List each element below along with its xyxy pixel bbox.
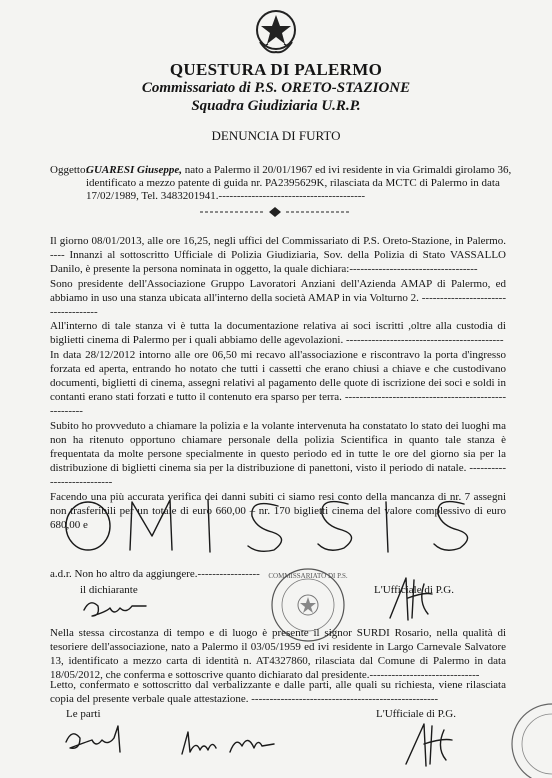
- declarant-signature: [80, 596, 150, 622]
- treasurer-paragraph: Nella stessa circostanza di tempo e di luogo è presente il signor SURDI Rosario, nella qualità di tesoriere dell'associazione, nato a Palermo il 03/05/1959 ed ivi residente in Largo Carnevale Salvatore 13, identificato a mezzo carta di identità n. AT4327860, rilasciata dal Comune di Palermo in data 18/05/2012, che conferma e sottoscrive quanto dichiarato dal presidente.------------------------------: [50, 627, 506, 681]
- subject-block: [50, 164, 520, 203]
- subject-label: Oggetto:: [50, 164, 89, 176]
- subject-text: [86, 164, 520, 203]
- header-squadra: Squadra Giudiziaria U.R.P.: [191, 98, 361, 114]
- header-questura: QUESTURA DI PALERMO: [169, 60, 383, 79]
- officer-signature-2: [398, 718, 462, 770]
- officer-label: L'Ufficiale di P.G.: [374, 584, 454, 596]
- document-title: DENUNCIA DI FURTO: [211, 128, 341, 143]
- statement-paragraph: Subito ho provveduto a chiamare la polizia e la volante intervenuta ha constatato lo stato dei luoghi ma non ha ritenuto opportuno chiamare personale della polizia Scientifica in quanto tale stanza è frequentata da molte persone specialmente in questo periodo ed in tutte le ore del giorno sia per la distribuzione di biglietti cinema sia per la distribuzione di panettoni, visto il periodo di natale. ---------------------------: [50, 419, 506, 489]
- officer-signature: [384, 574, 440, 624]
- italian-republic-emblem-icon: [254, 8, 298, 56]
- declarant-label: il dichiarante: [80, 584, 138, 596]
- subject-details: nato a Palermo il 20/01/1967 ed ivi residente in via Grimaldi girolamo 36, identificato a mezzo patente di guida nr. PA2395629K, rilasciata da MCTC di Palermo in data 17/02/1989, Tel. 3483201941.----------------------------------------: [86, 164, 512, 202]
- declarant-signature-2: [58, 722, 130, 762]
- subject-name: GUARESI Giuseppe,: [86, 164, 182, 176]
- closing-paragraph: Letto, confermato e sottoscritto dal verbalizzante e dalle parti, alle quali su richiesta, viene rilasciata copia del presente verbale quale attestazione. ---------------------------------------------------: [50, 679, 506, 705]
- statement-paragraph: Sono presidente dell'Associazione Gruppo Lavoratori Anziani dell'Azienda AMAP di Palermo, ed abbiamo in uso una stanza ubicata all'interno della società AMAP in via Volturno 2. ------------------------------------: [50, 277, 506, 319]
- statement-paragraph: All'interno di tale stanza vi è tutta la documentazione relativa ai soci iscritti ,oltre alla custodia di biglietti cinema di Palermo per i quali abbiamo delle agevolazioni. -------------------------------------------: [50, 320, 506, 347]
- adr-line: a.d.r. Non ho altro da aggiungere.-----------------: [50, 568, 260, 580]
- header-commissariato: Commissariato di P.S. ORETO-STAZIONE: [141, 80, 411, 96]
- treasurer-signature: [178, 726, 278, 760]
- statement-paragraph: Il giorno 08/01/2013, alle ore 16,25, negli uffici del Commissariato di P.S. Oreto-Stazione, in Palermo. ---- Innanzi al sottoscritto Ufficiale di Polizia Giudiziaria, Sov. della Polizia di Stato VASSALLO Danilo, è presente la persona nominata in oggetto, la quale dichiara:-----------------------------------: [50, 235, 506, 276]
- stamp-text: COMMISSARIATO DI P.S.: [268, 572, 348, 580]
- officer-label-2: L'Ufficiale di P.G.: [376, 708, 456, 720]
- statement-paragraph: Facendo una più accurata verifica dei danni subiti ci siamo resi conto della mancanza di nr. 7 assegni non trasferibili per un totale di euro 660,00 – nr. 170 biglietti cinema del valore complessivo di euro 680,00 e: [50, 490, 506, 532]
- handwritten-omissis: [60, 488, 490, 558]
- partial-stamp: [488, 690, 552, 778]
- ornamental-divider: [200, 206, 350, 218]
- statement-paragraph: In data 28/12/2012 intorno alle ore 06,50 mi recavo all'associazione e riscontravo la porta d'ingresso forzata ed aperta, entrando ho notato che tutti i cassetti che erano chiusi a chiave e che custodivano documenti, biglietti di cinema, assegni relativi al pagamento delle quote di iscrizione dei soci e soldi in contanti erano stati forzati e tutto il contenuto era sparso per terra. -----------------------------------------------------: [50, 348, 506, 418]
- parties-label: Le parti: [66, 708, 101, 720]
